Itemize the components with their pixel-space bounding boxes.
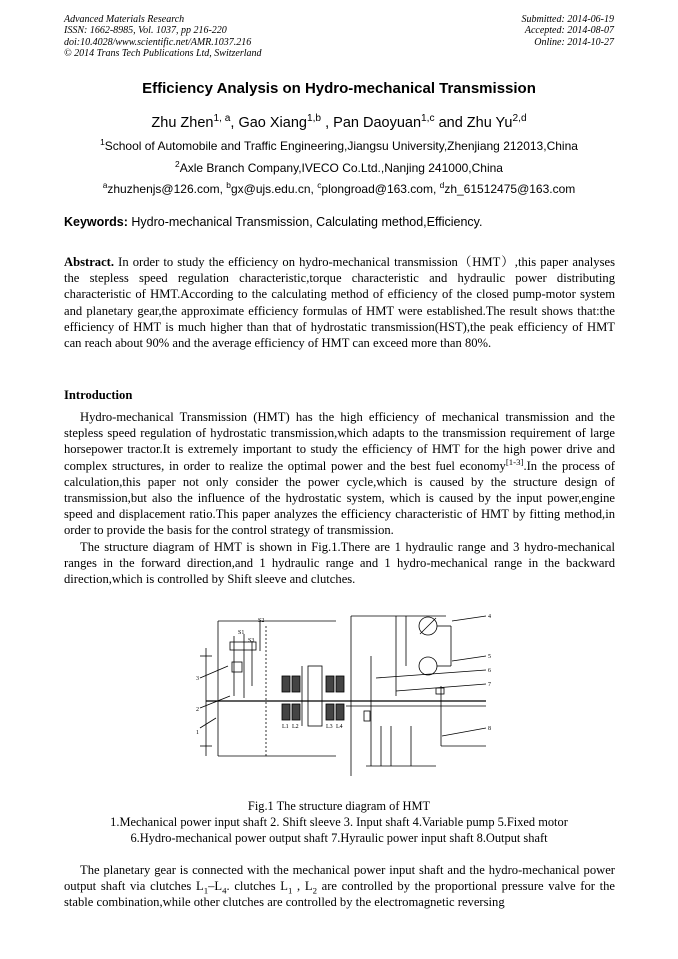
label-s3: S3 [248,638,255,644]
clutch-l3-l4 [326,676,344,720]
email-list [0,182,678,196]
email-sup: d [439,180,445,190]
affiliation-sup: 1 [100,137,105,147]
label-3: 3 [196,676,199,682]
body-text: . clutches L [226,879,288,894]
author-name: Pan Daoyuan [333,115,422,131]
label-4: 4 [488,614,491,620]
journal-header [64,14,262,60]
subscript: 2 [312,885,317,896]
label-s1: S1 [238,630,245,636]
email-link[interactable]: zh_61512475@163.com [444,182,576,196]
online-date: Online: 2014-10-27 [534,36,614,48]
figure-caption-line-2: 6.Hydro-mechanical power output shaft 7.Hyraulic power input shaft 8.Output shaft [130,831,548,845]
affiliation-1 [0,139,678,153]
abstract-label: Abstract. [64,255,115,269]
label-6: 6 [488,668,491,674]
label-5: 5 [488,654,491,660]
affiliation-2 [0,161,678,175]
figure-caption-title: Fig.1 The structure diagram of HMT [247,799,431,813]
affiliation-text: Axle Branch Company,IVECO Co.Ltd.,Nanjing 241000,China [179,161,503,175]
intro-text: Hydro-mechanical Transmission (HMT) has the high efficiency of mechanical transmission and the stepless speed regulation of hydrostatic transmission,which adapts to the transmission requirement of large horsepower tractor.It is extremely important to study the efficiency of HMT for the high power drive and complex structures, in order to realize the optimal power and the best fuel economy [64,410,615,473]
author-name: Gao Xiang [238,115,307,131]
body-text: The planetary gear is connected with the mechanical power input shaft and the hydro-mechanical power output shaft via clutches L [64,863,615,894]
structure-diagram-figure [196,606,496,798]
label-l1: L1 [282,724,289,730]
email-sup: a [102,180,108,190]
body-text: , L [292,879,313,894]
dates-header [522,14,615,48]
subscript: 1 [287,885,293,896]
introduction-body [64,409,615,587]
subscript: 4 [222,885,227,896]
label-l3: L3 [326,724,333,730]
hmt-structure-diagram [196,606,496,798]
fixed-motor-icon [419,657,437,675]
intro-paragraph-2: The structure diagram of HMT is shown in Fig.1.There are 1 hydraulic range and 3 hydro-mechanical ranges in the forward direction,and 1 hydraulic range and 1 hydro-mechanical range in the backward direction,which is controlled by Shift sleeve and clutches. [64,539,615,587]
subscript: 1 [203,885,209,896]
submitted-date: Submitted: 2014-06-19 [521,14,614,25]
keywords-label: Keywords: [64,215,128,229]
body-text: are controlled by the proportional pressure valve for the stable combination,while other clutches are controlled by the electromagnetic reversing [64,879,615,910]
email-sup: b [226,180,231,190]
journal-name: Advanced Materials Research [64,14,185,25]
intro-paragraph-1 [64,409,615,539]
planetary-gear-set [308,666,322,726]
clutch-l1-l2 [282,676,300,720]
author-sep: , [230,115,239,131]
abstract-text: In order to study the efficiency on hydro-mechanical transmission（HMT）,this paper analyses the stepless speed regulation characteristic,torque characteristic and hydraulic power distributing characteristic of HMT.According to the calculating method of efficiency of the closed pump-motor system and planetary gear,the approximate efficiency formulas of HMT were established.The result shows that:the efficiency of HMT is much higher than that of hydrostatic transmission(HST),the peak efficiency of HMT can reach about 90% and the average efficiency of HMT can exceed more than 80%. [64,255,615,351]
abstract [64,254,615,351]
citation-ref[interactable]: [1-3] [505,456,524,467]
keywords [64,215,482,229]
author-sup: 1, a [213,113,231,125]
affiliation-text: School of Automobile and Traffic Engineering,Jiangsu University,Zhenjiang 212013,China [104,139,578,153]
body-text: –L [208,879,223,894]
author-name: Zhu Zhen [151,115,214,131]
author-sup: 1,b [306,113,322,125]
label-2: 2 [196,707,199,713]
body-paragraph-planetary [64,862,615,911]
figure-caption-line-1: 1.Mechanical power input shaft 2. Shift sleeve 3. Input shaft 4.Variable pump 5.Fixed motor [110,815,568,829]
author-sep: , [321,115,334,131]
section-heading-introduction: Introduction [64,388,133,402]
keywords-text: Hydro-mechanical Transmission, Calculating method,Efficiency. [127,215,483,229]
author-sup: 2,d [512,113,527,125]
accepted-date: Accepted: 2014-08-07 [524,25,614,37]
affiliation-sup: 2 [175,159,180,169]
author-sep: and [434,115,467,131]
issn: ISSN: 1662-8985, Vol. 1037, pp 216-220 [64,25,227,37]
author-list [0,115,678,131]
label-s2: S2 [258,618,265,624]
label-1: 1 [196,730,199,736]
email-link[interactable]: gx@ujs.edu.cn, [230,182,318,196]
email-sup: c [317,180,322,190]
copyright: © 2014 Trans Tech Publications Ltd, Switzerland [64,48,262,60]
author-sup: 1,c [421,113,435,125]
author-name: Zhu Yu [466,115,513,131]
email-link[interactable]: plongroad@163.com, [321,182,440,196]
label-l4: L4 [336,724,343,730]
email-link[interactable]: zhuzhenjs@126.com, [107,182,227,196]
doi: doi:10.4028/www.scientific.net/AMR.1037.216 [64,36,252,48]
label-8: 8 [488,726,491,732]
label-7: 7 [488,682,491,688]
intro-text: .In the process of calculation,this paper not only consider the power cycle,which is caused by the structure design of transmission,but also the influence of the hydrostatic system, which is caused by the input power,engine speed and displacement ratio.This paper analyzes the efficiency characteristic of HMT by fitting method,in order to provide the basis for the control strategy of transmission. [64,458,615,538]
label-l2: L2 [292,724,299,730]
paper-title: Efficiency Analysis on Hydro-mechanical Transmission [142,80,536,97]
